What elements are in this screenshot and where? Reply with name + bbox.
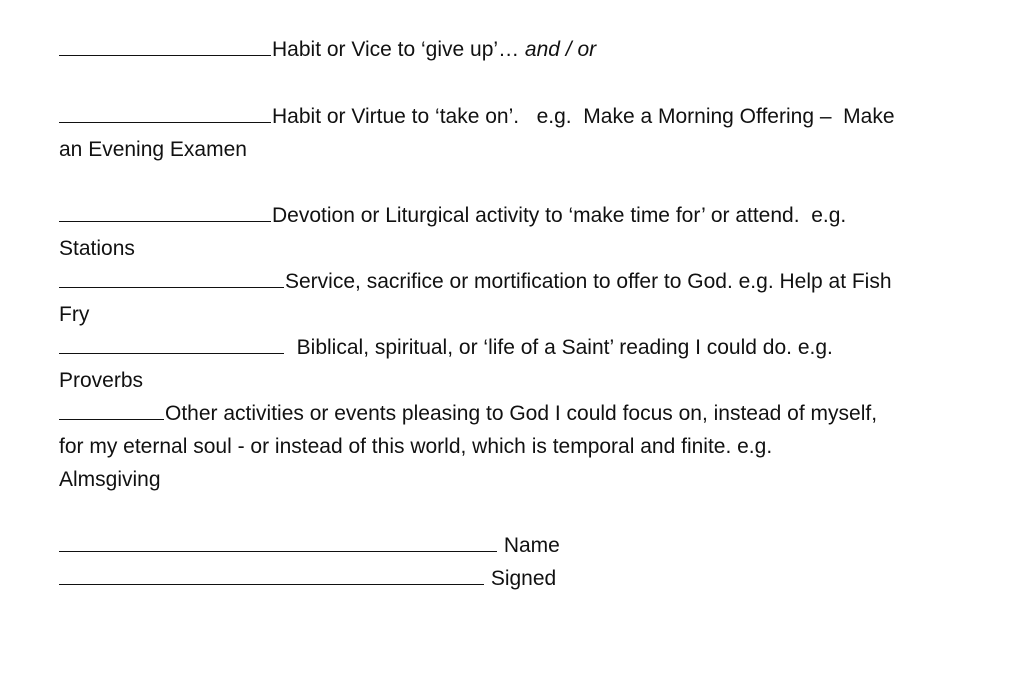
signed-blank[interactable] bbox=[59, 562, 484, 585]
reading-line-2: Proverbs bbox=[59, 369, 144, 392]
signed-line bbox=[59, 562, 556, 595]
and-or-text: and / or bbox=[524, 38, 597, 61]
name-line bbox=[59, 529, 560, 562]
give-up-text: Habit or Vice to ‘give up’… bbox=[272, 38, 525, 61]
take-on-text: Habit or Virtue to ‘take on’. e.g. Make a Morning Offering – Make bbox=[272, 105, 895, 128]
other-text: Other activities or events pleasing to God I could focus on, instead of myself, bbox=[165, 402, 878, 425]
reading-text: Biblical, spiritual, or ‘life of a Saint’ reading I could do. e.g. bbox=[285, 336, 833, 359]
other-line-2: for my eternal soul - or instead of this world, which is temporal and finite. e.g. bbox=[59, 435, 773, 458]
other-line bbox=[59, 397, 877, 430]
devotion-line-2: Stations bbox=[59, 237, 135, 260]
service-blank[interactable] bbox=[59, 265, 284, 288]
reading-line bbox=[59, 331, 833, 364]
name-label: Name bbox=[498, 534, 560, 557]
name-blank[interactable] bbox=[59, 529, 497, 552]
take-on-line bbox=[59, 100, 895, 133]
signed-label: Signed bbox=[485, 567, 557, 590]
give-up-line bbox=[59, 33, 596, 66]
devotion-line bbox=[59, 199, 846, 232]
service-text: Service, sacrifice or mortification to offer to God. e.g. Help at Fish bbox=[285, 270, 892, 293]
give-up-blank[interactable] bbox=[59, 33, 271, 56]
take-on-blank[interactable] bbox=[59, 100, 271, 123]
devotion-blank[interactable] bbox=[59, 199, 271, 222]
service-line-2: Fry bbox=[59, 303, 90, 326]
devotion-text: Devotion or Liturgical activity to ‘make time for’ or attend. e.g. bbox=[272, 204, 847, 227]
take-on-line-2: an Evening Examen bbox=[59, 138, 247, 161]
reading-blank[interactable] bbox=[59, 331, 284, 354]
other-line-3: Almsgiving bbox=[59, 468, 161, 491]
service-line bbox=[59, 265, 892, 298]
other-blank[interactable] bbox=[59, 397, 164, 420]
